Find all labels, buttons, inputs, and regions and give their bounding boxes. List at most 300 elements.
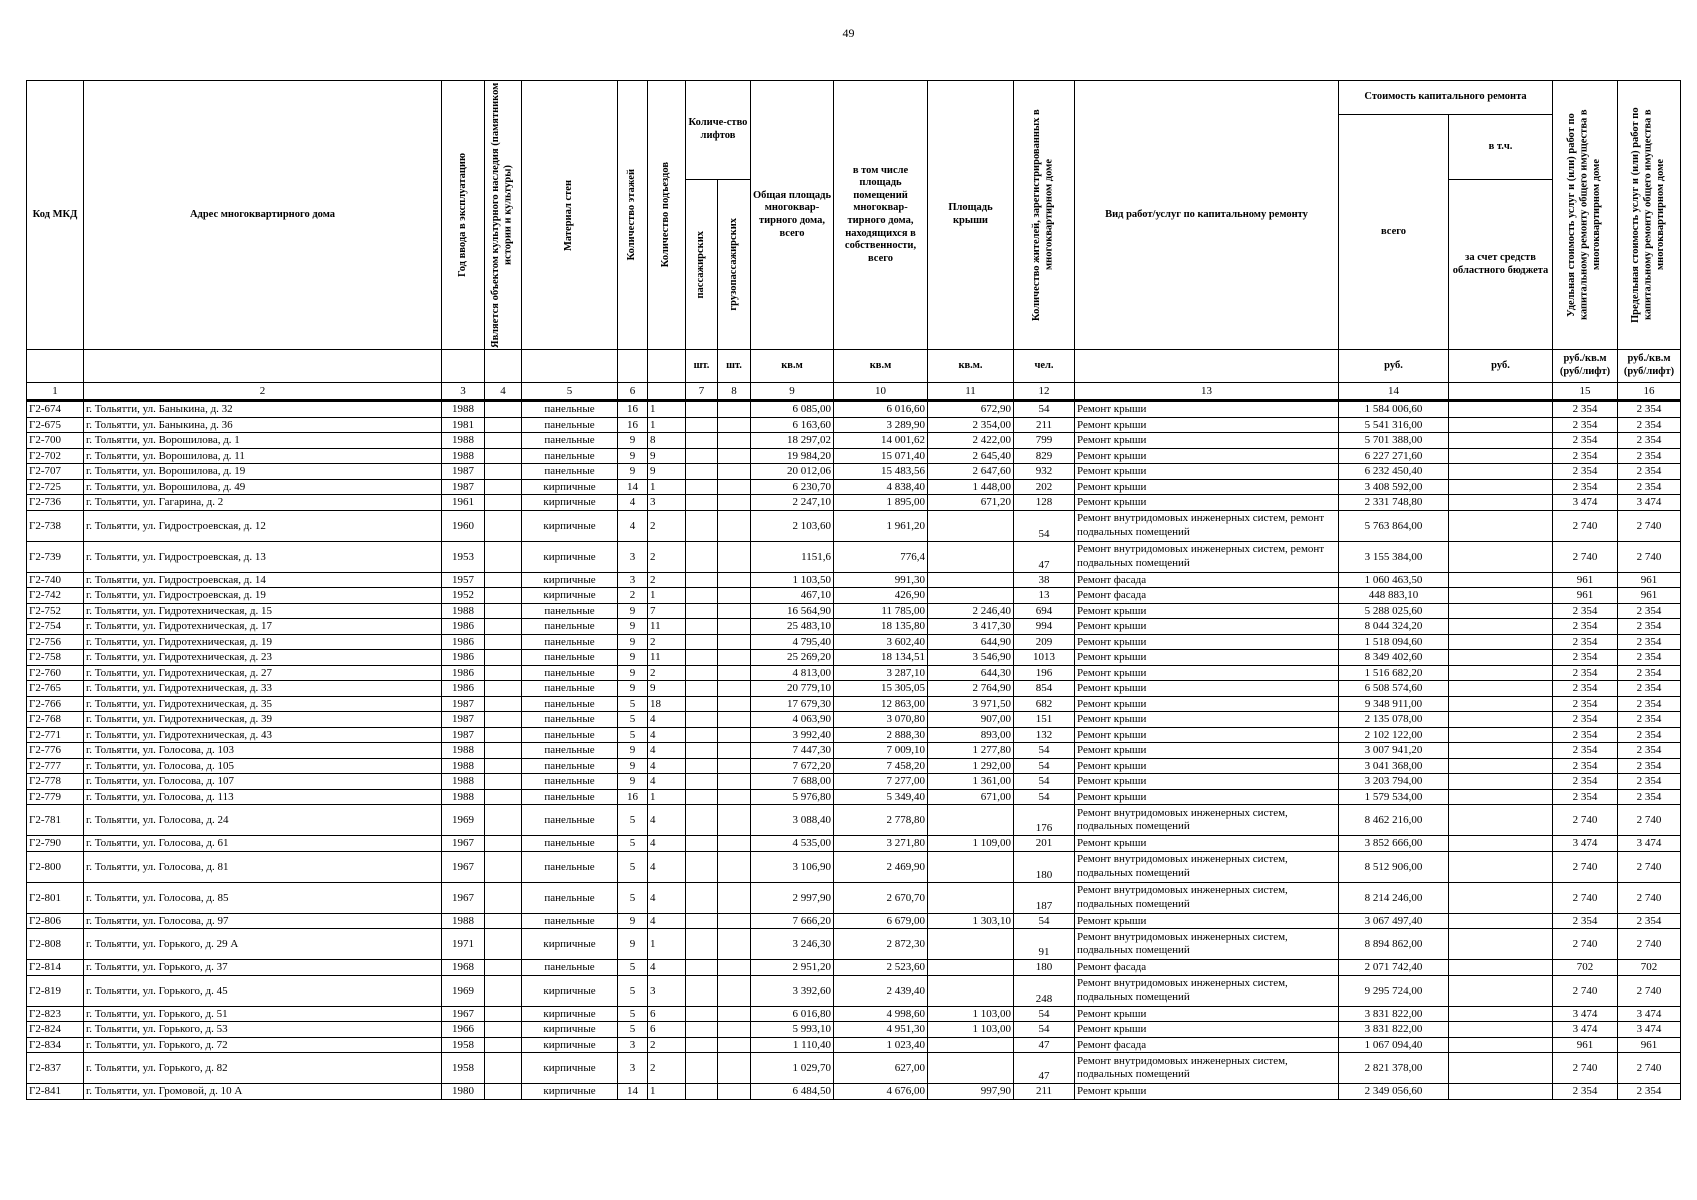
header-material: Материал стен xyxy=(522,81,618,350)
cell-entrances: 6 xyxy=(648,1006,686,1022)
table-row xyxy=(27,882,1681,913)
table-row xyxy=(27,433,1681,449)
cell-residents: 54 xyxy=(1014,510,1075,541)
header-total-area: Общая площадь многоквар-тирного дома, всего xyxy=(751,81,834,350)
cell-lifts-passenger xyxy=(686,727,718,743)
cell-year: 1969 xyxy=(442,975,485,1006)
cell-roof-area: 2 645,40 xyxy=(928,448,1014,464)
cell-code: Г2-675 xyxy=(27,417,84,433)
cell-cost-total: 5 763 864,00 xyxy=(1339,510,1449,541)
cell-address: г. Тольятти, ул. Голосова, д. 105 xyxy=(84,758,442,774)
cell-material: кирпичные xyxy=(522,479,618,495)
cell-total-area: 1 103,50 xyxy=(751,572,834,588)
cell-year: 1967 xyxy=(442,882,485,913)
cell-limit-cost: 2 354 xyxy=(1618,743,1681,759)
cell-floors: 9 xyxy=(618,681,648,697)
cell-material: панельные xyxy=(522,650,618,666)
cell-year: 1988 xyxy=(442,743,485,759)
cell-entrances: 4 xyxy=(648,743,686,759)
column-number: 4 xyxy=(485,383,522,401)
cell-heritage xyxy=(485,417,522,433)
cell-heritage xyxy=(485,805,522,836)
cell-unit-cost: 2 354 xyxy=(1553,743,1618,759)
cell-cost-total: 1 518 094,60 xyxy=(1339,634,1449,650)
cell-entrances: 1 xyxy=(648,588,686,604)
cell-unit-cost: 961 xyxy=(1553,572,1618,588)
cell-owned-area: 991,30 xyxy=(834,572,928,588)
column-number: 5 xyxy=(522,383,618,401)
cell-residents: 248 xyxy=(1014,975,1075,1006)
cell-owned-area: 3 287,10 xyxy=(834,665,928,681)
cell-residents: 54 xyxy=(1014,1006,1075,1022)
cell-material: панельные xyxy=(522,417,618,433)
cell-entrances: 6 xyxy=(648,1022,686,1038)
cell-floors: 9 xyxy=(618,619,648,635)
cell-material: панельные xyxy=(522,681,618,697)
cell-entrances: 1 xyxy=(648,1084,686,1100)
cell-work-type: Ремонт крыши xyxy=(1075,743,1339,759)
cell-lifts-passenger xyxy=(686,603,718,619)
cell-residents: 854 xyxy=(1014,681,1075,697)
cell-cost-total: 3 408 592,00 xyxy=(1339,479,1449,495)
cell-lifts-passenger xyxy=(686,836,718,852)
cell-unit-cost: 2 354 xyxy=(1553,681,1618,697)
header-cost-group: Стоимость капитального ремонта xyxy=(1339,81,1553,115)
cell-code: Г2-779 xyxy=(27,789,84,805)
cell-lifts-cargo xyxy=(718,929,751,960)
table-row xyxy=(27,448,1681,464)
cell-roof-area xyxy=(928,851,1014,882)
cell-cost-regional xyxy=(1449,929,1553,960)
cell-material: кирпичные xyxy=(522,1084,618,1100)
cell-cost-total: 448 883,10 xyxy=(1339,588,1449,604)
cell-address: г. Тольятти, ул. Горького, д. 82 xyxy=(84,1053,442,1084)
cell-address: г. Тольятти, ул. Горького, д. 51 xyxy=(84,1006,442,1022)
header-owned-area: в том числе площадь помещений многоквар-тирного дома, находящихся в собственности, всего xyxy=(834,81,928,350)
header-entrances: Количество подъездов xyxy=(648,81,686,350)
cell-entrances: 11 xyxy=(648,619,686,635)
cell-code: Г2-758 xyxy=(27,650,84,666)
cell-heritage xyxy=(485,1037,522,1053)
cell-cost-regional xyxy=(1449,464,1553,480)
cell-owned-area: 1 023,40 xyxy=(834,1037,928,1053)
cell-heritage xyxy=(485,510,522,541)
cell-cost-total: 3 155 384,00 xyxy=(1339,541,1449,572)
cell-lifts-passenger xyxy=(686,650,718,666)
cell-limit-cost: 3 474 xyxy=(1618,495,1681,511)
cell-residents: 180 xyxy=(1014,960,1075,976)
cell-year: 1988 xyxy=(442,774,485,790)
cell-entrances: 9 xyxy=(648,464,686,480)
cell-total-area: 3 392,60 xyxy=(751,975,834,1006)
cell-limit-cost: 2 354 xyxy=(1618,479,1681,495)
cell-limit-cost: 3 474 xyxy=(1618,836,1681,852)
cell-address: г. Тольятти, ул. Ворошилова, д. 11 xyxy=(84,448,442,464)
cell-material: панельные xyxy=(522,448,618,464)
cell-cost-regional xyxy=(1449,960,1553,976)
cell-unit-cost: 2 354 xyxy=(1553,433,1618,449)
cell-cost-regional xyxy=(1449,665,1553,681)
cell-residents: 47 xyxy=(1014,1037,1075,1053)
cell-lifts-cargo xyxy=(718,464,751,480)
cell-floors: 9 xyxy=(618,913,648,929)
cell-limit-cost: 2 740 xyxy=(1618,882,1681,913)
cell-cost-regional xyxy=(1449,495,1553,511)
header-floors: Количество этажей xyxy=(618,81,648,350)
cell-floors: 9 xyxy=(618,774,648,790)
cell-roof-area xyxy=(928,929,1014,960)
cell-cost-regional xyxy=(1449,603,1553,619)
cell-total-area: 3 246,30 xyxy=(751,929,834,960)
cell-work-type: Ремонт крыши xyxy=(1075,774,1339,790)
cell-owned-area: 2 888,30 xyxy=(834,727,928,743)
cell-address: г. Тольятти, ул. Гидротехническая, д. 15 xyxy=(84,603,442,619)
cell-roof-area: 1 109,00 xyxy=(928,836,1014,852)
cell-total-area: 7 688,00 xyxy=(751,774,834,790)
cell-lifts-passenger xyxy=(686,975,718,1006)
cell-floors: 5 xyxy=(618,712,648,728)
cell-cost-regional xyxy=(1449,634,1553,650)
cell-lifts-passenger xyxy=(686,1037,718,1053)
cell-owned-area: 2 670,70 xyxy=(834,882,928,913)
cell-cost-regional xyxy=(1449,510,1553,541)
cell-floors: 16 xyxy=(618,401,648,418)
cell-residents: 151 xyxy=(1014,712,1075,728)
cell-unit-cost: 2 354 xyxy=(1553,464,1618,480)
cell-total-area: 1 110,40 xyxy=(751,1037,834,1053)
cell-code: Г2-800 xyxy=(27,851,84,882)
cell-material: панельные xyxy=(522,433,618,449)
table-row xyxy=(27,681,1681,697)
cell-code: Г2-700 xyxy=(27,433,84,449)
cell-address: г. Тольятти, ул. Громовой, д. 10 А xyxy=(84,1084,442,1100)
cell-limit-cost: 2 740 xyxy=(1618,510,1681,541)
cell-entrances: 4 xyxy=(648,712,686,728)
cell-year: 1988 xyxy=(442,433,485,449)
table-row xyxy=(27,401,1681,418)
cell-address: г. Тольятти, ул. Гагарина, д. 2 xyxy=(84,495,442,511)
column-number: 10 xyxy=(834,383,928,401)
cell-year: 1957 xyxy=(442,572,485,588)
cell-work-type: Ремонт фасада xyxy=(1075,572,1339,588)
cell-roof-area: 2 246,40 xyxy=(928,603,1014,619)
cell-material: панельные xyxy=(522,774,618,790)
cell-code: Г2-806 xyxy=(27,913,84,929)
cell-cost-regional xyxy=(1449,851,1553,882)
cell-total-area: 16 564,90 xyxy=(751,603,834,619)
column-number: 1 xyxy=(27,383,84,401)
cell-code: Г2-736 xyxy=(27,495,84,511)
cell-cost-regional xyxy=(1449,836,1553,852)
cell-lifts-cargo xyxy=(718,774,751,790)
cell-year: 1958 xyxy=(442,1037,485,1053)
cell-roof-area xyxy=(928,882,1014,913)
cell-entrances: 2 xyxy=(648,634,686,650)
cell-year: 1988 xyxy=(442,789,485,805)
cell-lifts-cargo xyxy=(718,712,751,728)
cell-entrances: 18 xyxy=(648,696,686,712)
column-number: 15 xyxy=(1553,383,1618,401)
cell-residents: 54 xyxy=(1014,774,1075,790)
cell-code: Г2-808 xyxy=(27,929,84,960)
cell-lifts-cargo xyxy=(718,960,751,976)
cell-heritage xyxy=(485,665,522,681)
cell-roof-area xyxy=(928,805,1014,836)
table-row xyxy=(27,1053,1681,1084)
cell-residents: 176 xyxy=(1014,805,1075,836)
cell-total-area: 6 016,80 xyxy=(751,1006,834,1022)
table-row xyxy=(27,1022,1681,1038)
cell-code: Г2-739 xyxy=(27,541,84,572)
cell-limit-cost: 2 354 xyxy=(1618,650,1681,666)
cell-unit-cost: 3 474 xyxy=(1553,1006,1618,1022)
cell-unit-cost: 2 740 xyxy=(1553,510,1618,541)
cell-limit-cost: 2 354 xyxy=(1618,603,1681,619)
table-row xyxy=(27,1006,1681,1022)
cell-floors: 3 xyxy=(618,572,648,588)
cell-floors: 4 xyxy=(618,510,648,541)
table-row xyxy=(27,464,1681,480)
cell-address: г. Тольятти, ул. Голосова, д. 113 xyxy=(84,789,442,805)
cell-entrances: 9 xyxy=(648,448,686,464)
table-row xyxy=(27,1084,1681,1100)
header-heritage: Является объектом культурного наследия (памятником истории и культуры) xyxy=(485,81,522,350)
cell-material: панельные xyxy=(522,464,618,480)
cell-floors: 5 xyxy=(618,882,648,913)
cell-cost-total: 6 227 271,60 xyxy=(1339,448,1449,464)
cell-lifts-passenger xyxy=(686,572,718,588)
cell-cost-total: 1 584 006,60 xyxy=(1339,401,1449,418)
cell-heritage xyxy=(485,743,522,759)
cell-heritage xyxy=(485,448,522,464)
header-lifts-cargo: грузопассажирских xyxy=(718,180,751,350)
column-number: 11 xyxy=(928,383,1014,401)
cell-cost-total: 6 508 574,60 xyxy=(1339,681,1449,697)
cell-work-type: Ремонт крыши xyxy=(1075,712,1339,728)
cell-entrances: 1 xyxy=(648,789,686,805)
cell-year: 1960 xyxy=(442,510,485,541)
cell-residents: 209 xyxy=(1014,634,1075,650)
cell-lifts-cargo xyxy=(718,789,751,805)
cell-cost-regional xyxy=(1449,743,1553,759)
cell-heritage xyxy=(485,1006,522,1022)
table-row xyxy=(27,417,1681,433)
cell-floors: 14 xyxy=(618,479,648,495)
cell-lifts-passenger xyxy=(686,712,718,728)
cell-lifts-cargo xyxy=(718,805,751,836)
cell-cost-regional xyxy=(1449,712,1553,728)
cell-entrances: 1 xyxy=(648,401,686,418)
cell-unit-cost: 2 740 xyxy=(1553,541,1618,572)
cell-cost-total: 1 579 534,00 xyxy=(1339,789,1449,805)
cell-material: панельные xyxy=(522,789,618,805)
cell-roof-area: 997,90 xyxy=(928,1084,1014,1100)
cell-total-area: 7 672,20 xyxy=(751,758,834,774)
cell-entrances: 1 xyxy=(648,417,686,433)
cell-owned-area: 627,00 xyxy=(834,1053,928,1084)
cell-floors: 3 xyxy=(618,1053,648,1084)
cell-address: г. Тольятти, ул. Гидротехническая, д. 39 xyxy=(84,712,442,728)
cell-owned-area: 2 778,80 xyxy=(834,805,928,836)
cell-residents: 54 xyxy=(1014,913,1075,929)
cell-year: 1980 xyxy=(442,1084,485,1100)
cell-material: панельные xyxy=(522,882,618,913)
cell-lifts-cargo xyxy=(718,882,751,913)
table-row xyxy=(27,727,1681,743)
cell-lifts-cargo xyxy=(718,572,751,588)
header-code: Код МКД xyxy=(27,81,84,350)
cell-limit-cost: 2 740 xyxy=(1618,805,1681,836)
cell-work-type: Ремонт внутридомовых инженерных систем, подвальных помещений xyxy=(1075,1053,1339,1084)
cell-lifts-passenger xyxy=(686,448,718,464)
cell-lifts-cargo xyxy=(718,727,751,743)
cell-lifts-passenger xyxy=(686,1006,718,1022)
unit-rub-total: руб. xyxy=(1339,350,1449,383)
cell-lifts-passenger xyxy=(686,913,718,929)
cell-limit-cost: 2 354 xyxy=(1618,634,1681,650)
cell-cost-total: 8 462 216,00 xyxy=(1339,805,1449,836)
column-number: 12 xyxy=(1014,383,1075,401)
cell-year: 1987 xyxy=(442,712,485,728)
cell-code: Г2-742 xyxy=(27,588,84,604)
cell-code: Г2-777 xyxy=(27,758,84,774)
cell-lifts-passenger xyxy=(686,774,718,790)
cell-limit-cost: 961 xyxy=(1618,588,1681,604)
cell-material: кирпичные xyxy=(522,1006,618,1022)
cell-work-type: Ремонт крыши xyxy=(1075,836,1339,852)
cell-limit-cost: 2 354 xyxy=(1618,758,1681,774)
cell-lifts-passenger xyxy=(686,495,718,511)
cell-address: г. Тольятти, ул. Горького, д. 72 xyxy=(84,1037,442,1053)
cell-residents: 211 xyxy=(1014,1084,1075,1100)
cell-heritage xyxy=(485,634,522,650)
cell-cost-total: 5 288 025,60 xyxy=(1339,603,1449,619)
cell-limit-cost: 2 354 xyxy=(1618,619,1681,635)
cell-total-area: 1151,6 xyxy=(751,541,834,572)
cell-cost-total: 3 831 822,00 xyxy=(1339,1006,1449,1022)
cell-owned-area: 776,4 xyxy=(834,541,928,572)
cell-roof-area xyxy=(928,975,1014,1006)
cell-heritage xyxy=(485,758,522,774)
cell-lifts-passenger xyxy=(686,588,718,604)
cell-roof-area: 2 764,90 xyxy=(928,681,1014,697)
cell-roof-area: 1 361,00 xyxy=(928,774,1014,790)
cell-code: Г2-740 xyxy=(27,572,84,588)
cell-work-type: Ремонт крыши xyxy=(1075,433,1339,449)
cell-cost-total: 1 516 682,20 xyxy=(1339,665,1449,681)
cell-lifts-passenger xyxy=(686,619,718,635)
cell-address: г. Тольятти, ул. Гидротехническая, д. 17 xyxy=(84,619,442,635)
table-row xyxy=(27,774,1681,790)
cell-owned-area: 7 277,00 xyxy=(834,774,928,790)
cell-code: Г2-760 xyxy=(27,665,84,681)
cell-entrances: 4 xyxy=(648,758,686,774)
cell-material: кирпичные xyxy=(522,929,618,960)
cell-floors: 14 xyxy=(618,1084,648,1100)
cell-lifts-cargo xyxy=(718,913,751,929)
cell-heritage xyxy=(485,603,522,619)
cell-residents: 932 xyxy=(1014,464,1075,480)
table-row xyxy=(27,665,1681,681)
cell-work-type: Ремонт внутридомовых инженерных систем, подвальных помещений xyxy=(1075,929,1339,960)
cell-material: панельные xyxy=(522,913,618,929)
cell-total-area: 18 297,02 xyxy=(751,433,834,449)
cell-lifts-passenger xyxy=(686,851,718,882)
column-number xyxy=(1449,383,1553,401)
cell-material: кирпичные xyxy=(522,1053,618,1084)
cell-residents: 91 xyxy=(1014,929,1075,960)
cell-floors: 5 xyxy=(618,805,648,836)
cell-roof-area: 644,90 xyxy=(928,634,1014,650)
cell-lifts-passenger xyxy=(686,681,718,697)
cell-heritage xyxy=(485,433,522,449)
header-roof-area: Площадь крыши xyxy=(928,81,1014,350)
cell-year: 1967 xyxy=(442,836,485,852)
cell-limit-cost: 702 xyxy=(1618,960,1681,976)
cell-unit-cost: 2 354 xyxy=(1553,650,1618,666)
column-number: 6 xyxy=(618,383,648,401)
cell-address: г. Тольятти, ул. Голосова, д. 107 xyxy=(84,774,442,790)
cell-floors: 3 xyxy=(618,1037,648,1053)
cell-unit-cost: 2 354 xyxy=(1553,479,1618,495)
cell-owned-area: 1 895,00 xyxy=(834,495,928,511)
cell-unit-cost: 2 740 xyxy=(1553,851,1618,882)
cell-floors: 5 xyxy=(618,960,648,976)
cell-limit-cost: 2 354 xyxy=(1618,464,1681,480)
cell-cost-total: 1 067 094,40 xyxy=(1339,1037,1449,1053)
table-row xyxy=(27,851,1681,882)
cell-cost-regional xyxy=(1449,758,1553,774)
cell-address: г. Тольятти, ул. Гидротехническая, д. 43 xyxy=(84,727,442,743)
cell-heritage xyxy=(485,727,522,743)
cell-owned-area: 3 271,80 xyxy=(834,836,928,852)
cell-cost-regional xyxy=(1449,448,1553,464)
cell-lifts-cargo xyxy=(718,975,751,1006)
cell-cost-regional xyxy=(1449,789,1553,805)
cell-material: панельные xyxy=(522,696,618,712)
cell-code: Г2-824 xyxy=(27,1022,84,1038)
cell-cost-total: 5 701 388,00 xyxy=(1339,433,1449,449)
cell-lifts-passenger xyxy=(686,401,718,418)
cell-floors: 9 xyxy=(618,634,648,650)
cell-unit-cost: 2 740 xyxy=(1553,975,1618,1006)
cell-year: 1966 xyxy=(442,1022,485,1038)
cell-roof-area: 1 277,80 xyxy=(928,743,1014,759)
cell-cost-total: 9 295 724,00 xyxy=(1339,975,1449,1006)
cell-code: Г2-837 xyxy=(27,1053,84,1084)
cell-cost-regional xyxy=(1449,401,1553,418)
cell-entrances: 1 xyxy=(648,479,686,495)
cell-unit-cost: 2 354 xyxy=(1553,665,1618,681)
cell-floors: 9 xyxy=(618,743,648,759)
table-row xyxy=(27,650,1681,666)
column-number: 14 xyxy=(1339,383,1449,401)
cell-entrances: 4 xyxy=(648,805,686,836)
cell-residents: 180 xyxy=(1014,851,1075,882)
cell-unit-cost: 2 354 xyxy=(1553,758,1618,774)
cell-lifts-cargo xyxy=(718,510,751,541)
cell-material: панельные xyxy=(522,836,618,852)
cell-total-area: 3 106,90 xyxy=(751,851,834,882)
cell-code: Г2-756 xyxy=(27,634,84,650)
cell-cost-total: 8 894 862,00 xyxy=(1339,929,1449,960)
cell-year: 1986 xyxy=(442,665,485,681)
table-row xyxy=(27,510,1681,541)
cell-year: 1961 xyxy=(442,495,485,511)
cell-owned-area: 4 838,40 xyxy=(834,479,928,495)
header-cost-incl: в т.ч. xyxy=(1449,115,1553,180)
cell-address: г. Тольятти, ул. Голосова, д. 103 xyxy=(84,743,442,759)
